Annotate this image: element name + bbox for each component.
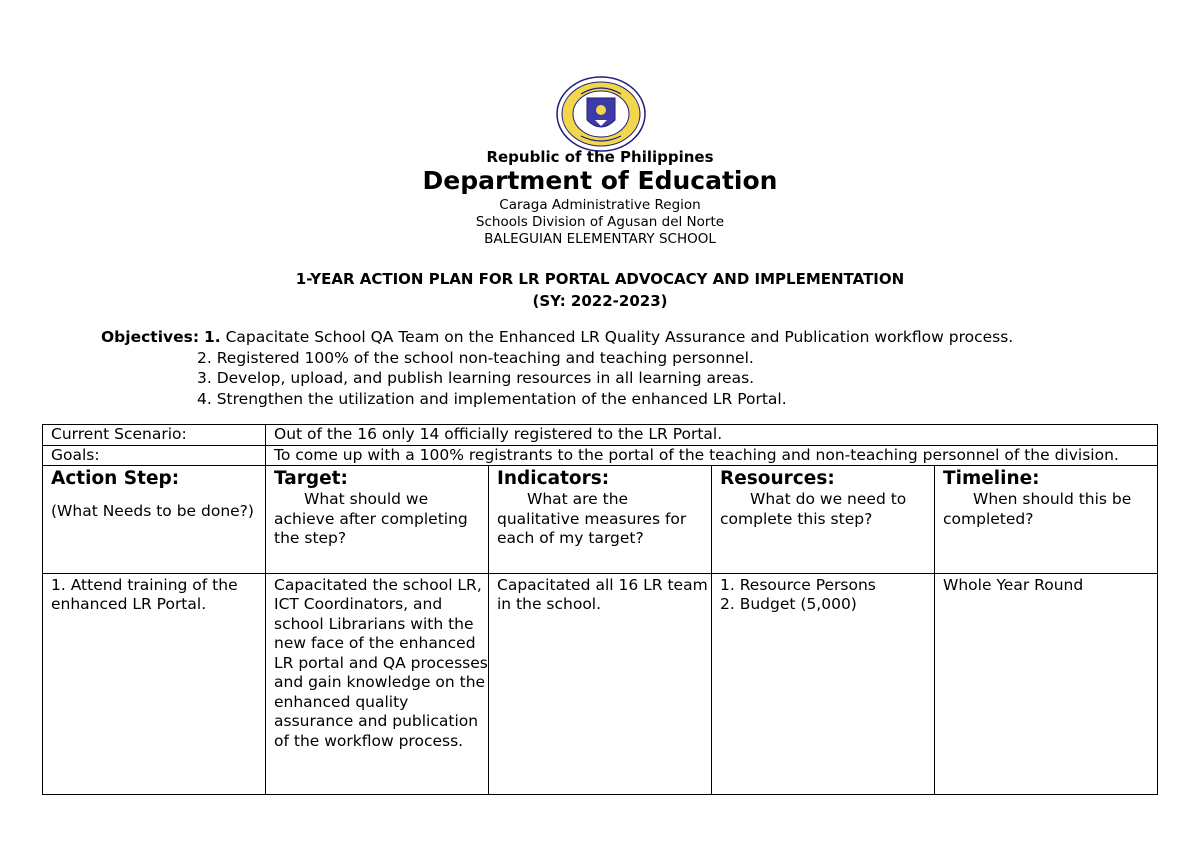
timeline-title: Timeline: (943, 468, 1040, 489)
column-header-action-step (43, 466, 266, 574)
objective-item-4: 4. Strengthen the utilization and implementation of the enhanced LR Portal. (197, 389, 787, 408)
objectives-label: Objectives: (101, 328, 200, 346)
current-scenario-value: Out of the 16 only 14 officially registered to the LR Portal. (266, 425, 1158, 446)
resources-title: Resources: (720, 468, 835, 489)
goals-label: Goals: (43, 445, 266, 466)
plan-title-line-2: (SY: 2022-2023) (532, 292, 668, 310)
table-header-row (43, 466, 1158, 574)
column-header-target (266, 466, 489, 574)
action-step-subtitle: (What Needs to be done?) (51, 502, 254, 520)
school-line: BALEGUIAN ELEMENTARY SCHOOL (484, 231, 716, 247)
republic-heading: Republic of the Philippines (486, 148, 714, 166)
objective-item-1 (101, 327, 1161, 348)
resources-subtitle: What do we need to complete this step? (720, 490, 907, 528)
action-plan-table (42, 424, 1158, 795)
objective-1-number: 1. (204, 328, 221, 346)
table-row (43, 573, 1158, 794)
column-header-indicators (489, 466, 712, 574)
current-scenario-row (43, 425, 1158, 446)
column-header-timeline (935, 466, 1158, 574)
target-subtitle: What should we achieve after completing the step? (274, 490, 468, 547)
indicators-subtitle: What are the qualitative measures for each of my target? (497, 490, 687, 547)
timeline-subtitle: When should this be completed? (943, 490, 1132, 528)
column-header-resources (712, 466, 935, 574)
resource-item: 1. Resource Persons (720, 575, 876, 594)
resources-cell (712, 573, 935, 794)
objective-1-text: Capacitate School QA Team on the Enhanced LR Quality Assurance and Publication workflow process. (220, 328, 1014, 346)
action-step-cell: 1. Attend training of the enhanced LR Portal. (43, 573, 266, 794)
region-line: Caraga Administrative Region (499, 197, 701, 213)
current-scenario-label: Current Scenario: (43, 425, 266, 446)
goals-value: To come up with a 100% registrants to the portal of the teaching and non-teaching personnel of the division. (266, 445, 1158, 466)
goals-row (43, 445, 1158, 466)
plan-title (0, 268, 1200, 312)
timeline-cell: Whole Year Round (935, 573, 1158, 794)
target-cell: Capacitated the school LR, ICT Coordinators, and school Librarians with the new face of the enhanced LR portal and QA processes and gain knowledge on the enhanced quality assurance and publication of the workflow process. (266, 573, 489, 794)
resource-item: 2. Budget (5,000) (720, 595, 857, 613)
objective-item-3: 3. Develop, upload, and publish learning resources in all learning areas. (197, 369, 755, 387)
department-heading: Department of Education (422, 166, 778, 195)
indicators-title: Indicators: (497, 468, 610, 489)
objective-item-2: 2. Registered 100% of the school non-teaching and teaching personnel. (197, 348, 754, 367)
division-line: Schools Division of Agusan del Norte (475, 214, 725, 230)
objectives-section (101, 327, 1161, 409)
deped-seal-icon (555, 76, 647, 152)
target-title: Target: (274, 468, 348, 489)
plan-title-line-1: 1-YEAR ACTION PLAN FOR LR PORTAL ADVOCACY AND IMPLEMENTATION (295, 270, 905, 288)
action-step-title: Action Step: (51, 468, 180, 489)
indicators-cell: Capacitated all 16 LR team in the school. (489, 573, 712, 794)
